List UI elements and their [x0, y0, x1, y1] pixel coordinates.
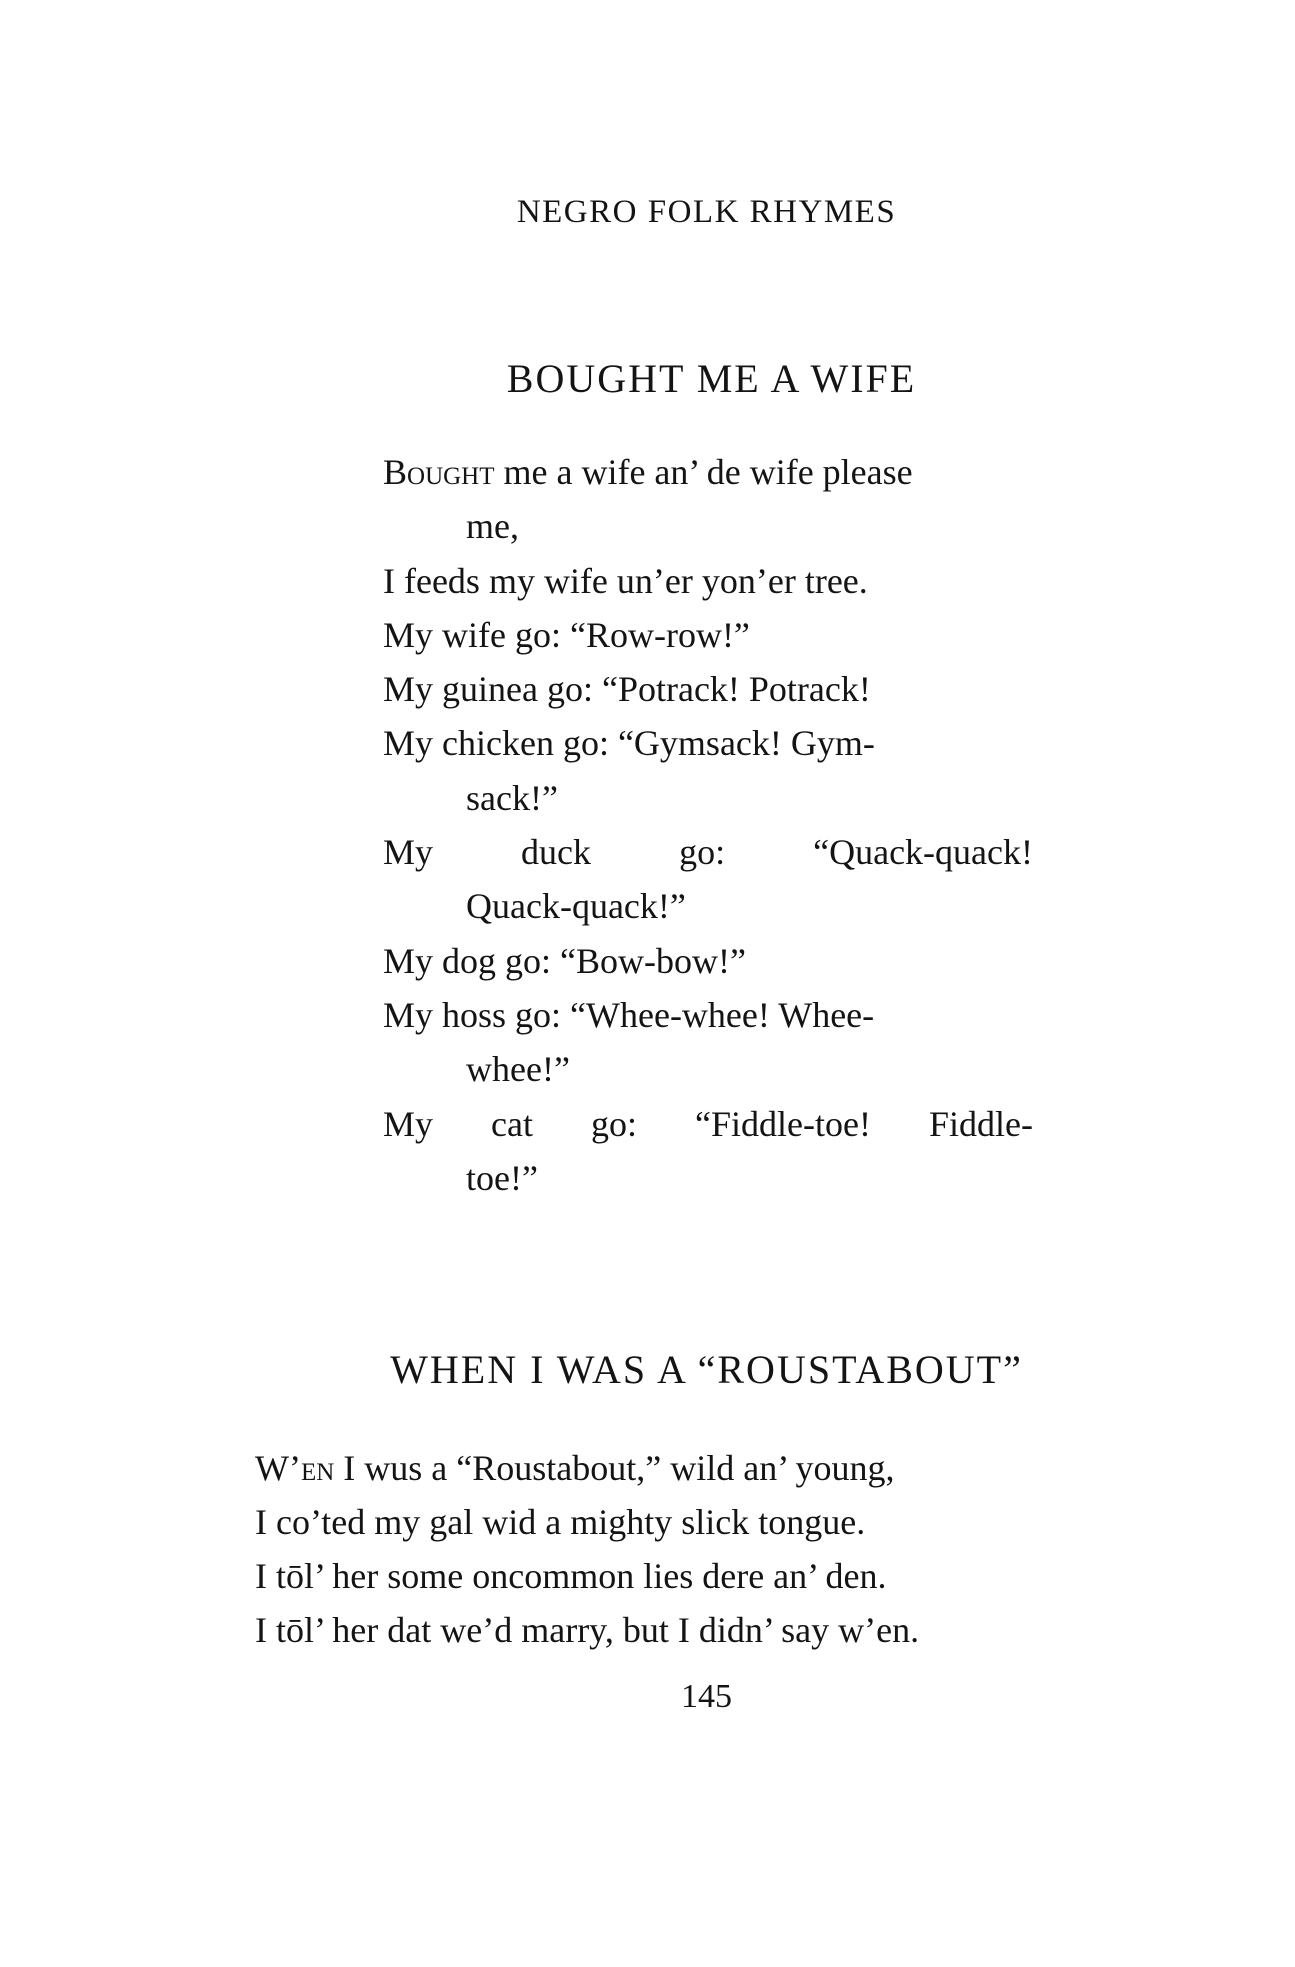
poem-word: cat	[491, 1103, 533, 1144]
poem-line: I tōl’ her dat we’d marry, but I didn’ say w’en.	[255, 1610, 920, 1650]
poem-line-continuation: toe!”	[466, 1157, 538, 1198]
poem-line-rest: I wus a “Roustabout,” wild an’ young,	[334, 1448, 895, 1488]
poem-line: I tōl’ her some oncommon lies dere an’ den.	[255, 1556, 887, 1596]
poem-title-bought-me-a-wife: BOUGHT ME A WIFE	[506, 356, 917, 401]
poem-word: duck	[521, 832, 592, 873]
poem-line: I co’ted my gal wid a mighty slick tongue.	[255, 1502, 866, 1542]
poem-line-continuation: sack!”	[466, 777, 558, 818]
poem-word: go:	[590, 1103, 637, 1144]
page-number: 145	[681, 1678, 732, 1715]
poem-line	[255, 1441, 1105, 1495]
poem-word: go:	[679, 832, 726, 873]
poem-line-continuation: whee!”	[466, 1049, 570, 1090]
poem-bought-me-a-wife	[383, 445, 1033, 1205]
poem-word: Fiddle-	[928, 1103, 1033, 1144]
poem-word: “Quack-quack!	[813, 832, 1033, 873]
poem-first-word: Bought	[383, 452, 495, 492]
poem-line-continuation: me,	[466, 506, 519, 547]
running-head: NEGRO FOLK RHYMES	[516, 194, 897, 230]
poem-word: My	[383, 832, 434, 873]
poem-line	[383, 1097, 1033, 1151]
poem-line-rest: me a wife an’ de wife please	[494, 452, 913, 492]
poem-line: My chicken go: “Gymsack! Gym-	[383, 723, 875, 764]
poem-line: My wife go: “Row-row!”	[383, 614, 750, 655]
poem-line-continuation: Quack-quack!”	[466, 886, 686, 927]
poem-line	[383, 445, 1033, 499]
poem-title-when-i-was-a-roustabout: WHEN I WAS A “ROUSTABOUT”	[390, 1347, 1023, 1392]
poem-line: I feeds my wife un’er yon’er tree.	[383, 560, 868, 601]
poem-word: “Fiddle-toe!	[695, 1103, 871, 1144]
poem-line: My hoss go: “Whee-whee! Whee-	[383, 994, 875, 1035]
poem-line: My guinea go: “Potrack! Potrack!	[383, 669, 871, 710]
poem-line	[383, 825, 1033, 879]
poem-when-i-was-a-roustabout	[255, 1441, 1105, 1657]
poem-line: My dog go: “Bow-bow!”	[383, 940, 746, 981]
poem-word: My	[383, 1103, 434, 1144]
poem-first-word: W’en	[255, 1448, 335, 1488]
